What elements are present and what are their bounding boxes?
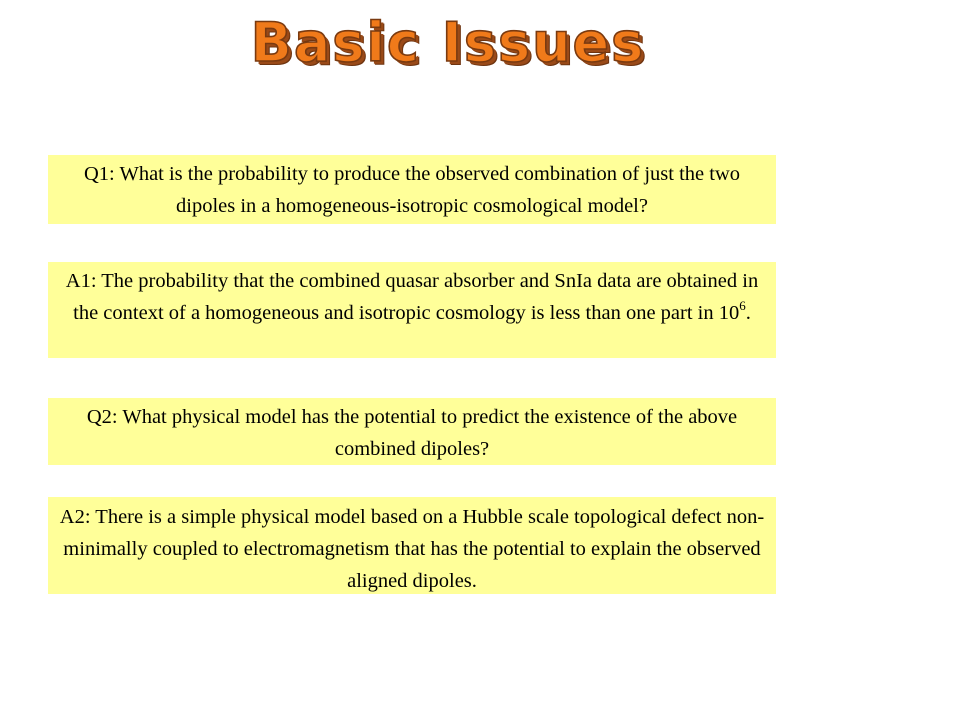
answer-1-text: A1: The probability that the combined quasar absorber and SnIa data are obtained in the context of a homogeneous and isotropic cosmology is less than one part in 10: [65, 270, 759, 324]
answer-2-text: A2: There is a simple physical model based on a Hubble scale topological defect non-minimally coupled to electromagnetism that has the potential to explain the observed aligned dipoles.: [59, 506, 765, 592]
slide-title: Basic Issues: [250, 11, 646, 74]
question-1-box: [48, 155, 776, 224]
answer-1-exponent: 6: [739, 298, 746, 314]
answer-1-box: [48, 262, 776, 358]
answer-1-period: .: [745, 302, 751, 324]
question-1-text: Q1: What is the probability to produce the observed combination of just the two dipoles in a homogeneous-isotropic cosmological model?: [83, 163, 741, 217]
question-2-text: Q2: What physical model has the potential to predict the existence of the above combined dipoles?: [86, 406, 738, 460]
answer-2-box: [48, 497, 776, 594]
question-2-box: [48, 398, 776, 465]
